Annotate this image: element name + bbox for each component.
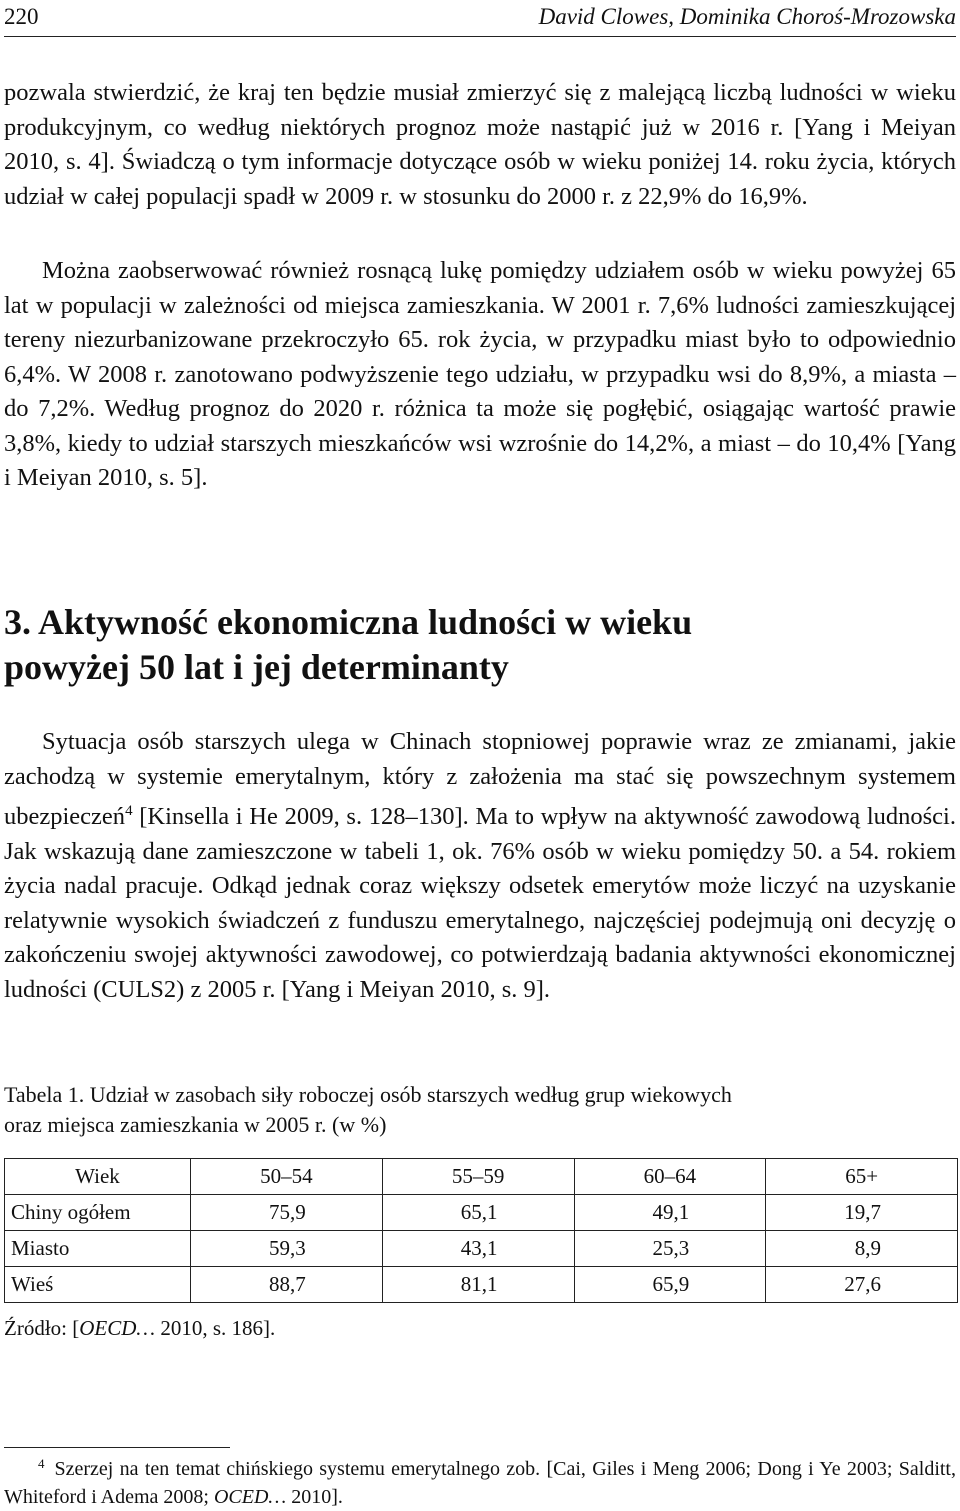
table-cell: 27,6 [766, 1267, 958, 1303]
section-heading [4, 600, 956, 690]
running-head-authors: David Clowes, Dominika Choroś-Mrozowska [538, 4, 956, 29]
table-cell: 43,1 [382, 1231, 574, 1267]
table-cell: 65,1 [382, 1195, 574, 1231]
table-header-cell: 60–64 [574, 1159, 766, 1195]
paragraph-2: Można zaobserwować również rosnącą lukę pomiędzy udziałem osób w wieku powyżej 65 lat w populacji w zależności od miejsca zamieszkania. W 2001 r. 7,6% ludności zamieszkującej tereny niezurbanizowane przekroczyło 65. rok życia, w przypadku miast było to odpowiednio 6,4%. W 2008 r. zanotowano podwyższenie tego udziału, w przypadku wsi do 8,9%, a miasta – do 7,2%. Według prognoz do 2020 r. różnica ta może się pogłębić, osiągając wartość prawie 3,8%, kiedy to udział starszych mieszkańców wsi wzrośnie do 14,2%, a miast – do 10,4% [Yang i Meiyan 2010, s. 5]. [4, 257, 956, 491]
running-head [4, 0, 956, 34]
footnote-reference[interactable]: 4 [125, 803, 133, 819]
table-source [4, 1313, 275, 1343]
table-header-cell: 55–59 [382, 1159, 574, 1195]
table-caption [4, 1080, 956, 1140]
table-header-cell: 50–54 [191, 1159, 383, 1195]
table-row [5, 1195, 958, 1231]
table-source-suffix: 2010, s. 186]. [155, 1316, 276, 1340]
table-caption-line-2: oraz miejsca zamieszkania w 2005 r. (w %) [4, 1112, 387, 1137]
table-header-cell: 65+ [766, 1159, 958, 1195]
footnote-text-italic: OCED… [213, 1486, 287, 1508]
footnote-text-b: 2010]. [286, 1486, 343, 1508]
paragraph-3-text-b: [Kinsella i He 2009, s. 128–130]. Ma to wpływ na aktywność zawodową ludności. Jak wskazują dane zamieszczone w tabeli 1, ok. 76% osób w wieku pomiędzy 50. a 54. rokiem życia nadal pracuje. Odkąd jednak coraz większy odsetek emerytów może liczyć na uzyskanie relatywnie wysokich świadczeń z funduszu emerytalnego, najczęściej podejmują oni decyzję o zakończeniu swojej aktywności zawodowej, co potwierdzają badania aktywności ekonomicznej ludności (CULS2) z 2005 r. [Yang i Meiyan 2010, s. 9]. [4, 803, 956, 1003]
table-source-italic: OECD… [79, 1316, 156, 1340]
table-caption-line-1: Tabela 1. Udział w zasobach siły roboczej osób starszych według grup wiekowych [4, 1082, 732, 1107]
table-row-label: Miasto [5, 1231, 191, 1267]
paragraph-3 [4, 725, 956, 1007]
section-heading-line-1: 3. Aktywność ekonomiczna ludności w wieku [4, 602, 693, 642]
paragraph-3-text-a: Sytuacja osób starszych ulega w Chinach stopniowej poprawie wraz ze zmianami, jakie zachodzą w systemie emerytalnym, który z założenia ma stać się powszechnym systemem ubezpieczeń [4, 728, 956, 830]
table-source-prefix: Źródło: [ [4, 1316, 80, 1340]
table-row [5, 1267, 958, 1303]
footnote-text-a: Szerzej na ten temat chińskiego systemu emerytalnego zob. [Cai, Giles i Meng 2006; Dong i Ye 2003; Salditt, Whiteford i Adema 2008; [4, 1458, 956, 1508]
data-table [4, 1158, 958, 1303]
paragraph-1: pozwala stwierdzić, że kraj ten będzie musiał zmierzyć się z malejącą liczbą ludności w wieku produkcyjnym, co według niektórych prognoz może nastąpić już w 2016 r. [Yang i Meiyan 2010, s. 4]. Świadczą o tym informacje dotyczące osób w wieku poniżej 14. roku życia, których udział w całej populacji spadł w 2009 r. w stosunku do 2000 r. z 22,9% do 16,9%. [4, 79, 956, 210]
table-cell: 65,9 [574, 1267, 766, 1303]
section-heading-line-2: powyżej 50 lat i jej determinanty [4, 647, 509, 687]
table-cell: 49,1 [574, 1195, 766, 1231]
table-header-cell: Wiek [5, 1159, 191, 1195]
footnote-number: 4 [38, 1456, 45, 1471]
table-cell: 8,9 [766, 1231, 958, 1267]
page-number: 220 [4, 4, 39, 29]
header-rule [4, 36, 956, 37]
table-row [5, 1231, 958, 1267]
table-row-label: Wieś [5, 1267, 191, 1303]
table-cell: 88,7 [191, 1267, 383, 1303]
table-cell: 59,3 [191, 1231, 383, 1267]
table-row-label: Chiny ogółem [5, 1195, 191, 1231]
footnote-rule [4, 1447, 230, 1448]
table-cell: 25,3 [574, 1231, 766, 1267]
table-cell: 19,7 [766, 1195, 958, 1231]
table-header-row [5, 1159, 958, 1195]
table-cell: 81,1 [382, 1267, 574, 1303]
footnote [4, 1450, 956, 1511]
table-cell: 75,9 [191, 1195, 383, 1231]
